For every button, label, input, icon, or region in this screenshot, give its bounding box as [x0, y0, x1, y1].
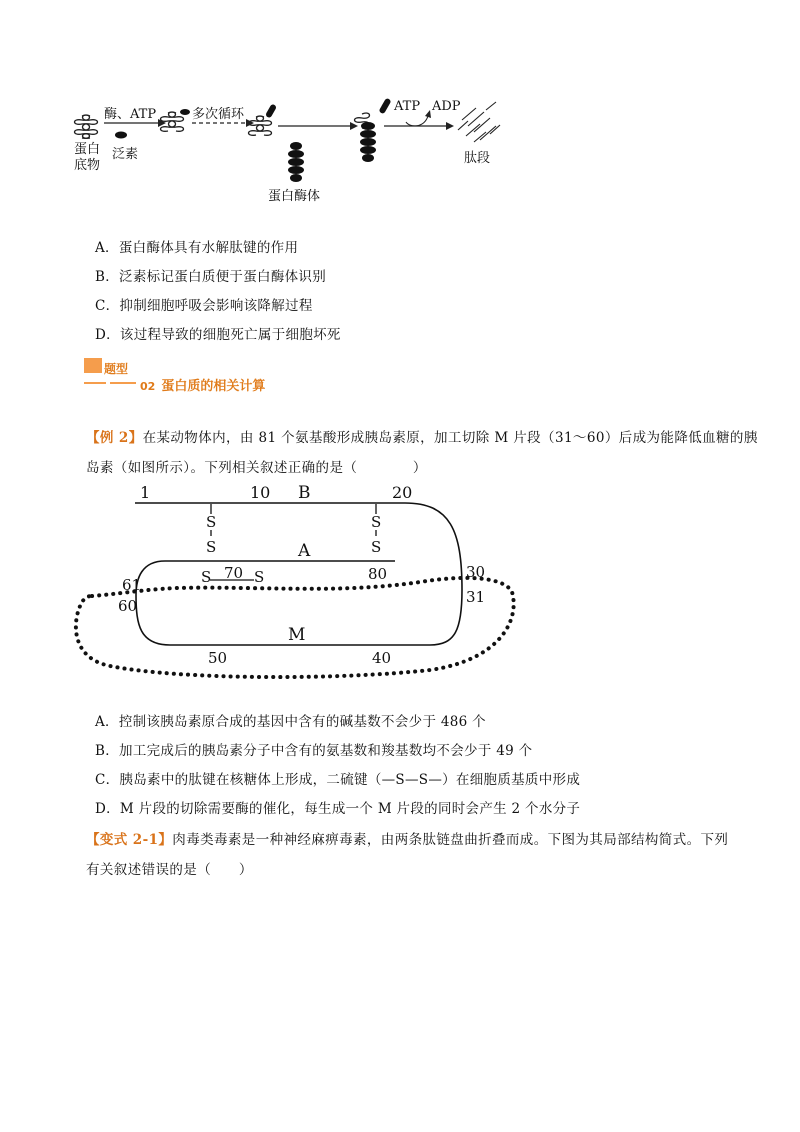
example2-tag: 【例 2】: [86, 430, 143, 446]
sulfur-6: S: [254, 568, 265, 586]
ubiquitin-icon: [115, 132, 127, 139]
proteasome-label: 蛋白酶体: [268, 189, 321, 204]
label-10: 10: [250, 483, 271, 502]
enzyme-atp-label: 酶、ATP: [104, 107, 157, 122]
label-30: 30: [466, 563, 486, 581]
label-80: 80: [368, 565, 388, 583]
label-60: 60: [118, 597, 138, 615]
q1-option-c: C．抑制细胞呼吸会影响该降解过程: [95, 298, 313, 314]
sulfur-5: S: [201, 568, 212, 586]
label-40: 40: [372, 649, 392, 667]
q2-option-b: B．加工完成后的胰岛素分子中含有的氨基数和羧基数均不会少于 49 个: [95, 743, 533, 759]
section-badge-block: [84, 358, 102, 373]
label-50: 50: [208, 649, 228, 667]
variant-line1: 【变式 2-1】肉毒类毒素是一种神经麻痹毒素，由两条肽链盘曲折叠而成。下图为其局部结构简式。下列: [86, 832, 729, 848]
label-chain-a: A: [298, 541, 311, 561]
ubiquitin-chain-icon: [265, 103, 277, 118]
q1-option-d: D．该过程导致的细胞死亡属于细胞坏死: [95, 327, 341, 343]
substrate-label-1: 蛋白: [74, 142, 101, 157]
peptide-label: 肽段: [464, 151, 491, 166]
sulfur-4: S: [371, 538, 382, 556]
peptide-fragments-icon: [458, 102, 500, 142]
proteasome-complex: [355, 98, 392, 162]
section-title-text: 蛋白质的相关计算: [161, 379, 266, 394]
section-badge: 题型: [104, 362, 129, 376]
tagged-protein-helix: [161, 112, 184, 131]
section-number: 02: [140, 380, 156, 393]
label-chain-m: M: [288, 625, 306, 645]
label-20: 20: [392, 483, 413, 502]
q1-option-b: B．泛素标记蛋白质便于蛋白酶体识别: [95, 269, 327, 285]
atp-label: ATP: [394, 99, 421, 114]
ubiquitin-label: 泛素: [112, 147, 139, 162]
variant-tag: 【变式 2-1】: [86, 832, 173, 848]
q2-option-c: C．胰岛素中的肽键在核糖体上形成，二硫键（—S—S—）在细胞质基质中形成: [95, 772, 581, 788]
q2-option-d: D．M 片段的切除需要酶的催化，每生成一个 M 片段的同时会产生 2 个水分子: [95, 801, 581, 817]
sulfur-2: S: [206, 538, 217, 556]
label-70: 70: [224, 564, 244, 582]
label-chain-b: B: [298, 483, 311, 503]
label-31: 31: [466, 588, 486, 606]
substrate-label-2: 底物: [74, 158, 101, 173]
ubiquitin-pathway-figure: [0, 0, 800, 220]
section-title: [140, 375, 265, 394]
polyubiquitinated-helix: [249, 116, 272, 135]
proinsulin-figure: [0, 470, 800, 685]
variant-line2: 有关叙述错误的是（ ）: [86, 862, 253, 878]
q1-option-a: A．蛋白酶体具有水解肽键的作用: [95, 240, 299, 256]
adp-label: ADP: [432, 99, 461, 114]
example2-line2: 岛素（如图所示）。下列相关叙述正确的是（ ）: [86, 460, 427, 476]
example2-line1: 【例 2】在某动物体内，由 81 个氨基酸形成胰岛素原，加工切除 M 片段（31～60）后成为能降低血糖的胰: [86, 430, 758, 446]
sulfur-3: S: [371, 513, 382, 531]
label-61: 61: [122, 576, 142, 594]
q2-option-a: A．控制该胰岛素原合成的基因中含有的碱基数不会少于 486 个: [95, 714, 486, 730]
proteasome-icon: [288, 142, 304, 182]
label-1: 1: [140, 483, 151, 502]
multi-cycle-label: 多次循环: [192, 107, 245, 122]
sulfur-1: S: [206, 513, 217, 531]
protein-substrate-helix: [75, 115, 98, 138]
ubiquitin-icon: [180, 109, 190, 115]
